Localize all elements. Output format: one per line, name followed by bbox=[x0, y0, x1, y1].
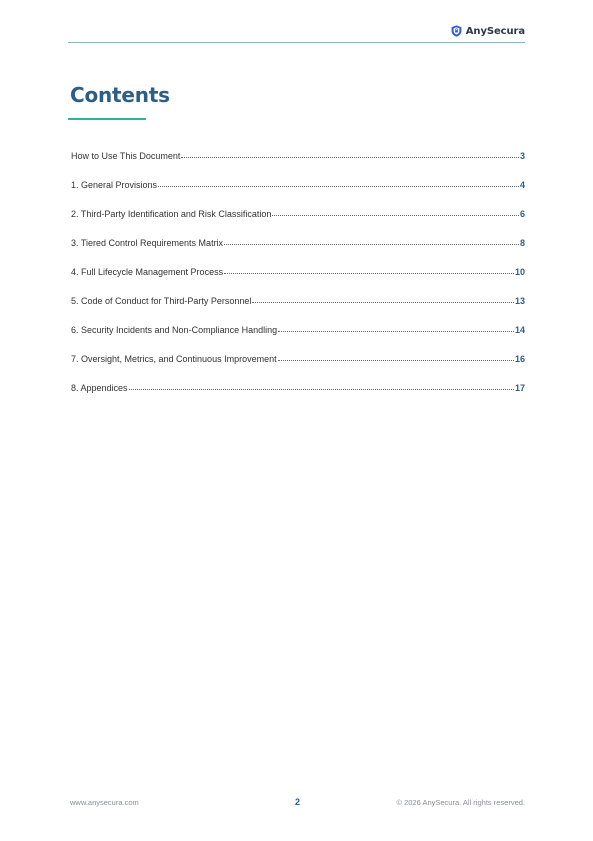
footer-copyright: © 2026 AnySecura. All rights reserved. bbox=[396, 798, 525, 807]
toc-entry-page: 6 bbox=[519, 209, 525, 219]
toc-entry-label: 8. Appendices bbox=[71, 383, 128, 393]
toc-entry-label: 5. Code of Conduct for Third-Party Personnel bbox=[71, 296, 252, 306]
toc-entry-label: 3. Tiered Control Requirements Matrix bbox=[71, 238, 224, 248]
shield-icon bbox=[451, 25, 462, 37]
brand-name: AnySecura bbox=[465, 25, 525, 37]
toc-leader-dots bbox=[278, 354, 514, 361]
toc-leader-dots bbox=[252, 296, 514, 303]
toc-entry[interactable] bbox=[71, 238, 525, 267]
toc-entry-page: 8 bbox=[519, 238, 525, 248]
title-underline bbox=[68, 118, 146, 120]
toc-entry[interactable] bbox=[71, 296, 525, 325]
toc-entry[interactable] bbox=[71, 180, 525, 209]
toc-entry[interactable] bbox=[71, 267, 525, 296]
toc-entry[interactable] bbox=[71, 354, 525, 383]
toc-leader-dots bbox=[278, 325, 514, 332]
toc-entry[interactable] bbox=[71, 325, 525, 354]
footer-page-number: 2 bbox=[294, 797, 300, 807]
toc-entry-page: 4 bbox=[519, 180, 525, 190]
toc-entry-page: 16 bbox=[514, 354, 525, 364]
toc-entry[interactable] bbox=[71, 209, 525, 238]
toc-leader-dots bbox=[158, 180, 519, 187]
toc-entry-page: 13 bbox=[514, 296, 525, 306]
toc-leader-dots bbox=[272, 209, 519, 216]
toc-entry-label: 1. General Provisions bbox=[71, 180, 158, 190]
toc-entry-label: 6. Security Incidents and Non-Compliance Handling bbox=[71, 325, 278, 335]
toc-entry-page: 3 bbox=[519, 151, 525, 161]
toc-entry-label: 2. Third-Party Identification and Risk Classification bbox=[71, 209, 272, 219]
toc-entry-page: 14 bbox=[514, 325, 525, 335]
footer-website-link[interactable]: www.anysecura.com bbox=[70, 798, 139, 807]
header-divider bbox=[68, 42, 525, 43]
toc-entry-label: 4. Full Lifecycle Management Process bbox=[71, 267, 224, 277]
page-footer bbox=[70, 798, 525, 807]
table-of-contents bbox=[71, 151, 525, 412]
toc-entry-label: How to Use This Document bbox=[71, 151, 181, 161]
toc-leader-dots bbox=[129, 383, 514, 390]
page-title: Contents bbox=[70, 83, 170, 107]
toc-entry-label: 7. Oversight, Metrics, and Continuous Improvement bbox=[71, 354, 277, 364]
toc-entry-page: 10 bbox=[514, 267, 525, 277]
toc-entry[interactable] bbox=[71, 383, 525, 412]
toc-leader-dots bbox=[181, 151, 519, 158]
toc-leader-dots bbox=[224, 238, 519, 245]
toc-entry-page: 17 bbox=[514, 383, 525, 393]
toc-entry[interactable] bbox=[71, 151, 525, 180]
brand-logo bbox=[451, 25, 525, 37]
toc-leader-dots bbox=[224, 267, 514, 274]
